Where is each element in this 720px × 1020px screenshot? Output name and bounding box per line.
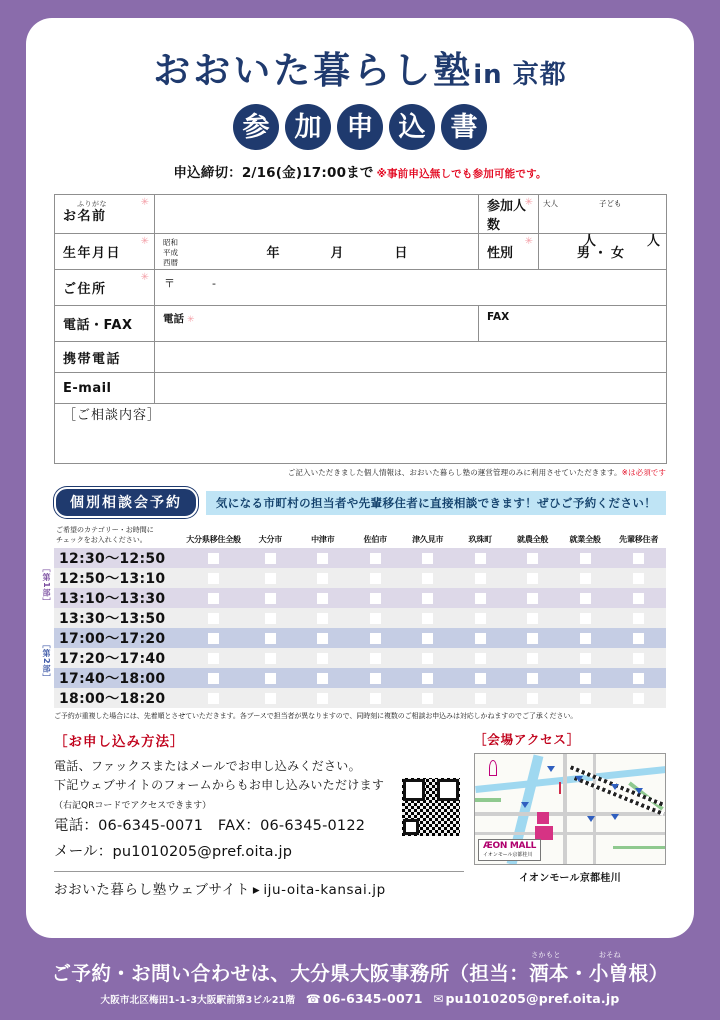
phonefax-label-cell (55, 306, 155, 342)
slot-checkbox[interactable] (506, 568, 558, 588)
slot-checkbox[interactable] (297, 688, 349, 708)
slot-checkbox[interactable] (506, 688, 558, 708)
address-label: ご住所 (63, 282, 107, 297)
slot-checkbox[interactable] (183, 588, 244, 608)
slot-time: 12:50〜13:10 (54, 568, 183, 588)
people-input-cell[interactable] (539, 195, 667, 249)
slot-time: 17:20〜17:40 (54, 648, 183, 668)
gender-label-cell (479, 234, 539, 270)
name-label: お名前 (63, 208, 107, 224)
form-table (54, 194, 667, 464)
slot-checkbox[interactable] (297, 548, 349, 568)
slot-time: 18:00〜18:20 (54, 688, 183, 708)
application-form (54, 194, 666, 478)
column-header: 佐伯市 (363, 535, 387, 545)
slot-checkbox[interactable] (244, 608, 296, 628)
table-row (54, 568, 666, 588)
name-label-cell (55, 195, 155, 234)
footer-main-line (51, 951, 669, 986)
category-note (54, 525, 183, 548)
privacy-text: ご記入いただきました個人情報は、おおいた暮らし塾の運営管理のみに利用させていただきます。 (287, 468, 622, 477)
slot-checkbox[interactable] (183, 648, 244, 668)
child-unit: 人 (646, 234, 660, 249)
table-row (54, 588, 666, 608)
slot-checkbox[interactable] (349, 588, 401, 608)
aeon-logo-sub: イオンモール京都桂川 (483, 852, 533, 859)
slot-checkbox[interactable] (349, 548, 401, 568)
email-label: E-mail (63, 380, 112, 396)
zip-mark: 〒 - (164, 277, 217, 290)
apply-block (54, 730, 464, 897)
table-row (54, 648, 666, 668)
era-seireki: 西暦 (163, 257, 178, 267)
deadline-note: ※事前申込無しでも参加可能です。 (376, 168, 547, 180)
address-input-cell[interactable] (155, 270, 667, 306)
mail-icon: ✉ (433, 992, 444, 1006)
divider (54, 871, 464, 872)
slot-checkbox[interactable] (559, 588, 611, 608)
apply-tel: 電話：06-6345-0071 FAX：06-6345-0122 (54, 817, 366, 834)
slot-checkbox[interactable] (297, 648, 349, 668)
title-badge: 書 (441, 104, 487, 150)
slot-checkbox[interactable] (244, 548, 296, 568)
slot-checkbox[interactable] (297, 568, 349, 588)
website-line (54, 878, 464, 898)
reservation-pill: 個別相談会予約 (54, 487, 198, 518)
footer-name-2: 小曽根 (588, 962, 649, 985)
venue-caption: イオンモール京都桂川 (518, 873, 622, 885)
title-badge-row (26, 104, 694, 150)
title-in-kyoto: in 京都 (473, 60, 567, 90)
slot-checkbox[interactable] (244, 588, 296, 608)
slot-time: 17:40〜18:00 (54, 668, 183, 688)
title-badge: 参 (233, 104, 279, 150)
slot-checkbox[interactable] (297, 628, 349, 648)
gender-label: 性別 (487, 246, 514, 261)
slot-checkbox[interactable] (349, 648, 401, 668)
people-label-cell (479, 195, 539, 234)
category-note-line1: ご希望のカテゴリー・お時間に (56, 526, 154, 534)
slot-checkbox[interactable] (349, 628, 401, 648)
venue-block (474, 730, 666, 897)
birth-ymd (163, 242, 470, 261)
footer-phone: 06-6345-0071 (322, 991, 423, 1006)
slot-checkbox[interactable] (183, 668, 244, 688)
reservation-note: ご予約が重複した場合には、先着順とさせていただきます。各ブースで担当者が異なりますので、同時刻に複数のご相談お申込みは対応しかねますのでご了承ください。 (54, 712, 578, 721)
slot-checkbox[interactable] (402, 568, 454, 588)
white-card (26, 18, 694, 938)
slot-checkbox[interactable] (506, 668, 558, 688)
phone-key: 電話 ✳ (163, 313, 195, 325)
column-header: 就農全般 (517, 535, 549, 545)
slot-checkbox[interactable] (402, 688, 454, 708)
deadline-text: 申込締切：2/16(金)17:00まで (173, 165, 374, 181)
slot-checkbox[interactable] (402, 668, 454, 688)
consult-cell[interactable] (55, 404, 667, 464)
footer-text-c: ・ (568, 962, 589, 985)
slot-time: 13:10〜13:30 (54, 588, 183, 608)
slot-checkbox[interactable] (349, 568, 401, 588)
table-row-consult (55, 404, 667, 464)
column-header: 大分市 (258, 535, 283, 545)
slot-checkbox[interactable] (183, 608, 244, 628)
title-main-text: おおいた暮らし塾 (153, 49, 474, 92)
aeon-mall-logo (478, 839, 541, 861)
footer-text-a: ご予約・お問い合わせは、大分県大阪事務所（担当： (51, 962, 530, 985)
part1-label: ［第1部］ (42, 563, 51, 607)
table-row-birth (55, 234, 667, 270)
phone-input-cell[interactable] (155, 306, 479, 342)
page-title (26, 40, 694, 94)
slot-checkbox[interactable] (559, 608, 611, 628)
apply-title: ［お申し込み方法］ (54, 734, 185, 751)
slot-checkbox[interactable] (244, 628, 296, 648)
slot-checkbox[interactable] (244, 688, 296, 708)
table-row (54, 628, 666, 648)
fax-input-cell[interactable] (479, 306, 667, 342)
required-mark: ✳ (524, 197, 533, 208)
slot-checkbox[interactable] (183, 568, 244, 588)
mobile-input-cell[interactable] (155, 342, 667, 373)
column-header: 津久見市 (412, 535, 444, 545)
table-row-address (55, 270, 667, 306)
deadline-line (26, 161, 694, 181)
apply-line1: 電話、ファックスまたはメールでお申し込みください。 (54, 759, 361, 774)
bottom-section (54, 730, 666, 897)
consult-label: ［ご相談内容］ (63, 408, 162, 423)
slot-checkbox[interactable] (559, 648, 611, 668)
footer (0, 942, 720, 1020)
slot-checkbox[interactable] (611, 588, 666, 608)
apply-line2: 下記ウェブサイトのフォームからもお申し込みいただけます (54, 778, 385, 793)
aeon-logo-text: ÆON MALL (483, 841, 537, 852)
slot-checkbox[interactable] (297, 668, 349, 688)
child-label: 子ども (599, 199, 622, 208)
era-options (163, 238, 178, 268)
slot-checkbox[interactable] (454, 548, 506, 568)
slot-table (54, 525, 666, 708)
table-row-name (55, 195, 667, 234)
era-heisei: 平成 (163, 247, 178, 257)
arrow-icon: ▸ (252, 881, 261, 898)
table-row (54, 688, 666, 708)
fax-key: FAX (487, 311, 510, 323)
column-header: 先輩移住者 (619, 535, 659, 545)
required-mark: ✳ (140, 236, 149, 247)
slot-checkbox[interactable] (183, 628, 244, 648)
slot-checkbox[interactable] (244, 568, 296, 588)
birth-label: 生年月日 (63, 246, 122, 261)
slot-checkbox[interactable] (559, 628, 611, 648)
table-row (54, 668, 666, 688)
year-label: 年 (266, 246, 281, 261)
name-input-cell[interactable] (155, 195, 479, 234)
slot-checkbox[interactable] (402, 628, 454, 648)
birth-label-cell (55, 234, 155, 270)
phonefax-label: 電話・FAX (63, 318, 133, 333)
category-note-line2: チェックをお入れください。 (56, 536, 147, 545)
slot-checkbox[interactable] (611, 548, 666, 568)
venue-title: ［会場アクセス］ (474, 732, 581, 748)
footer-mail: pu1010205@pref.oita.jp (445, 991, 620, 1006)
footer-ruby-2: おそね (598, 951, 622, 959)
gender-value-cell[interactable]: 男・女 (539, 234, 667, 270)
website-url[interactable]: iju-oita-kansai.jp (263, 881, 386, 898)
column-header: 大分県移住全般 (186, 535, 241, 545)
slot-checkbox[interactable] (611, 628, 666, 648)
column-header: 就業全般 (569, 535, 601, 545)
slot-checkbox[interactable] (611, 608, 666, 628)
qr-code-icon[interactable] (402, 778, 460, 836)
slot-header-row (54, 525, 666, 548)
slot-checkbox[interactable] (454, 688, 506, 708)
phone-icon: ☎ (305, 992, 321, 1006)
slot-checkbox[interactable] (611, 568, 666, 588)
column-header: 玖珠町 (468, 535, 492, 545)
adult-unit: 人 (583, 234, 597, 249)
slot-checkbox[interactable] (402, 608, 454, 628)
website-label: おおいた暮らし塾ウェブサイト (54, 881, 250, 898)
table-row-phonefax (55, 306, 667, 342)
title-badge: 申 (337, 104, 383, 150)
venue-map-image (474, 753, 666, 865)
slot-checkbox[interactable] (454, 568, 506, 588)
table-row (54, 548, 666, 568)
email-input-cell[interactable] (155, 373, 667, 404)
slot-checkbox[interactable] (183, 548, 244, 568)
slot-checkbox[interactable] (559, 568, 611, 588)
birth-input-cell[interactable] (155, 234, 479, 270)
required-mark: ✳ (140, 272, 149, 283)
title-badge: 込 (389, 104, 435, 150)
slot-time: 12:30〜12:50 (54, 548, 183, 568)
slot-checkbox[interactable] (244, 648, 296, 668)
slot-checkbox[interactable] (183, 688, 244, 708)
slot-checkbox[interactable] (506, 628, 558, 648)
slot-checkbox[interactable] (297, 588, 349, 608)
slot-checkbox[interactable] (611, 668, 666, 688)
table-row-mobile (55, 342, 667, 373)
privacy-note (54, 467, 666, 478)
mobile-label-cell (55, 342, 155, 373)
reservation-header (54, 487, 666, 518)
privacy-required: ※は必須です (621, 468, 666, 477)
slot-checkbox[interactable] (454, 588, 506, 608)
slot-checkbox[interactable] (454, 648, 506, 668)
furigana-label: ふりがな (77, 200, 107, 208)
adult-label: 大人 (543, 199, 558, 208)
slot-checkbox[interactable] (454, 628, 506, 648)
slot-checkbox[interactable] (402, 548, 454, 568)
slot-checkbox[interactable] (402, 588, 454, 608)
slot-checkbox[interactable] (297, 608, 349, 628)
table-row-email (55, 373, 667, 404)
slot-checkbox[interactable] (506, 648, 558, 668)
mobile-label: 携帯電話 (63, 351, 122, 367)
slot-checkbox[interactable] (611, 688, 666, 708)
footer-name-1: 酒本 (529, 962, 569, 985)
footer-text-e: ） (648, 962, 669, 985)
slot-grid-wrap (42, 525, 666, 708)
slot-checkbox[interactable] (402, 648, 454, 668)
era-showa: 昭和 (163, 238, 178, 247)
address-label-cell (55, 270, 155, 306)
title-badge: 加 (285, 104, 331, 150)
required-mark: ✳ (140, 197, 149, 208)
day-label: 日 (394, 246, 409, 261)
slot-checkbox[interactable] (611, 648, 666, 668)
slot-checkbox[interactable] (559, 668, 611, 688)
people-label: 参加人数 (487, 199, 527, 233)
slot-time: 13:30〜13:50 (54, 608, 183, 628)
slot-checkbox[interactable] (244, 668, 296, 688)
footer-address: 大阪市北区梅田1-1-3大阪駅前第3ビル21階 (100, 995, 296, 1006)
slot-checkbox[interactable] (506, 588, 558, 608)
slot-checkbox[interactable] (559, 548, 611, 568)
slot-checkbox[interactable] (454, 668, 506, 688)
slot-checkbox[interactable] (349, 608, 401, 628)
footer-ruby-1: さかもと (531, 951, 561, 959)
apply-qr-note: （右記QRコードでアクセスできます） (54, 800, 212, 811)
slot-checkbox[interactable] (349, 668, 401, 688)
slot-checkbox[interactable] (349, 688, 401, 708)
slot-checkbox[interactable] (506, 608, 558, 628)
reservation-banner: 気になる市町村の担当者や先輩移住者に直接相談できます！ぜひご予約ください！ (206, 491, 666, 515)
apply-mail: メール：pu1010205@pref.oita.jp (54, 843, 293, 860)
footer-contact-line (0, 991, 720, 1006)
email-label-cell (55, 373, 155, 404)
slot-time: 17:00〜17:20 (54, 628, 183, 648)
slot-checkbox[interactable] (454, 608, 506, 628)
required-mark: ✳ (524, 236, 533, 247)
slot-checkbox[interactable] (506, 548, 558, 568)
column-header: 中津市 (311, 535, 335, 545)
month-label: 月 (330, 246, 345, 261)
part2-label: ［第2部］ (42, 639, 51, 683)
slot-checkbox[interactable] (559, 688, 611, 708)
table-row (54, 608, 666, 628)
